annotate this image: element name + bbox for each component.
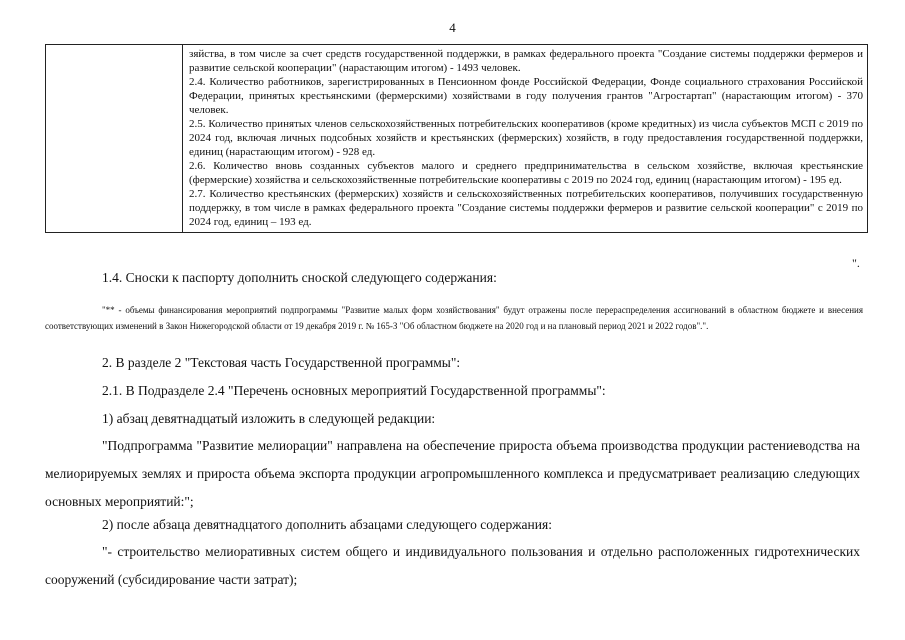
- table-row: [46, 45, 868, 233]
- paragraph-2: 2. В разделе 2 "Текстовая часть Государственной программы":: [102, 355, 461, 370]
- paragraph-item-2: 2) после абзаца девятнадцатого дополнить абзацами следующего содержания:: [102, 517, 552, 532]
- table-text-line: 2.4. Количество работников, зарегистрированных в Пенсионном фонде Российской Федерации, Фонде социального страхования Российской Федерации, принятых крестьянскими (фермерскими) хозяйствами в году получения грантов "Агростартап" (нарастающим итогом) - 370 человек.: [189, 76, 863, 116]
- table-text-line: зяйства, в том числе за счет средств государственной поддержки, в рамках федерального проекта "Создание системы поддержки фермеров и развитие сельской кооперации" (нарастающим итогом) - 1493 человек.: [189, 48, 863, 74]
- footnote-text: "** - объемы финансирования мероприятий подпрограммы "Развитие малых форм хозяйствования" будут отражены после перераспределения ассигнований в областном бюджете и внесения соответствующих изменений в Закон Нижегородской области от 19 декабря 2019 г. № 165-З "Об областном бюджете на 2020 год и на плановый период 2021 и 2022 годов".".: [45, 305, 863, 331]
- paragraph-1-4: 1.4. Сноски к паспорту дополнить сноской следующего содержания:: [102, 270, 497, 285]
- passport-table: [45, 44, 868, 233]
- paragraph-item-1: 1) абзац девятнадцатый изложить в следующей редакции:: [102, 411, 436, 426]
- paragraph-2-1: 2.1. В Подразделе 2.4 "Перечень основных мероприятий Государственной программы":: [102, 383, 606, 398]
- table-text-line: 2.6. Количество вновь созданных субъектов малого и среднего предпринимательства в сельском хозяйстве, включая крестьянские (фермерские) хозяйства и сельскохозяйственные потребительские кооперативы с 2019 по 2024 год, единиц (нарастающим итогом) - 195 ед.: [189, 160, 863, 186]
- paragraph-quote-2: "- строительство мелиоративных систем общего и индивидуального пользования и отдельно расположенных гидротехнических сооружений (субсидирование части затрат);: [45, 544, 860, 587]
- closing-quote: ".: [852, 256, 860, 270]
- table-text-line: 2.7. Количество крестьянских (фермерских) хозяйств и сельскохозяйственных потребительских кооперативов, получивших государственную поддержку, в том числе в рамках федерального проекта "Создание системы поддержки фермеров и развитие сельской кооперации" с 2019 по 2024 год, единиц – 193 ед.: [189, 188, 863, 228]
- paragraph-quote-1: "Подпрограмма "Развитие мелиорации" направлена на обеспечение прироста объема производства продукции растениеводства на мелиорируемых землях и прироста объема экспорта продукции агропромышленного комплекса и предусматривает реализацию следующих основных мероприятий:";: [45, 438, 860, 509]
- table-cell-right: [183, 45, 868, 233]
- table-text-line: 2.5. Количество принятых членов сельскохозяйственных потребительских кооперативов (кроме кредитных) из числа субъектов МСП с 2019 по 2024 год, включая личных подсобных хозяйств и крестьянских (фермерских) хозяйств, в году предоставления государственной поддержки, единиц (нарастающим итогом) - 928 ед.: [189, 118, 863, 158]
- table-cell-left: [46, 45, 183, 233]
- page-number: 4: [449, 20, 456, 35]
